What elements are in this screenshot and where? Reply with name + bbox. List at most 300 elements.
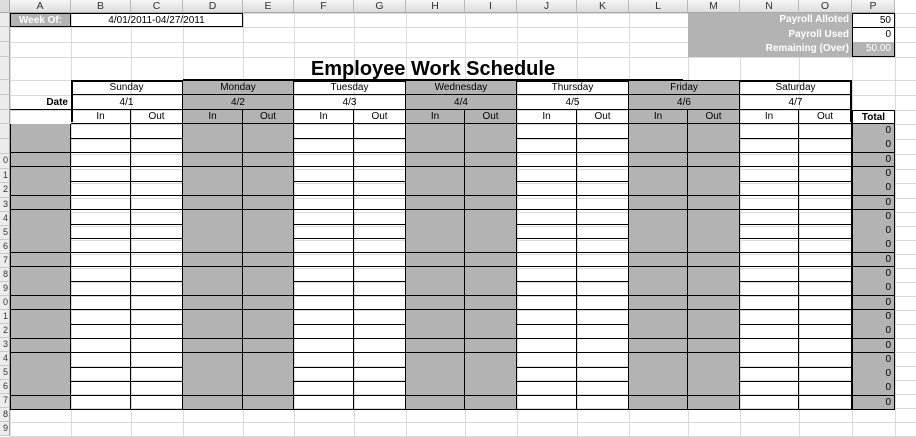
row-header[interactable]: 8 bbox=[0, 268, 10, 282]
time-out-cell[interactable] bbox=[577, 210, 629, 225]
column-header-g[interactable]: G bbox=[354, 0, 406, 13]
row-header[interactable]: 2 bbox=[0, 183, 10, 198]
time-out-cell[interactable] bbox=[131, 296, 183, 311]
time-out-cell[interactable] bbox=[131, 324, 183, 339]
time-in-cell[interactable] bbox=[294, 210, 354, 225]
payroll-value[interactable]: 50.00 bbox=[852, 42, 895, 57]
time-in-cell[interactable] bbox=[183, 396, 243, 411]
time-out-cell[interactable] bbox=[577, 281, 629, 296]
time-out-cell[interactable] bbox=[131, 124, 183, 139]
time-out-cell[interactable] bbox=[465, 224, 517, 239]
time-out-cell[interactable] bbox=[688, 310, 740, 325]
time-in-cell[interactable] bbox=[517, 167, 577, 182]
time-in-cell[interactable] bbox=[629, 224, 688, 239]
time-out-cell[interactable] bbox=[799, 238, 852, 253]
select-all-corner[interactable] bbox=[0, 0, 10, 13]
time-out-cell[interactable] bbox=[354, 267, 406, 282]
time-in-cell[interactable] bbox=[71, 153, 131, 168]
time-out-cell[interactable] bbox=[354, 281, 406, 296]
time-in-cell[interactable] bbox=[629, 339, 688, 354]
time-out-cell[interactable] bbox=[799, 138, 852, 153]
time-in-cell[interactable] bbox=[406, 124, 465, 139]
employee-name-cell[interactable] bbox=[10, 267, 71, 282]
row-header[interactable]: 5 bbox=[0, 226, 10, 240]
time-out-cell[interactable] bbox=[131, 196, 183, 211]
time-out-cell[interactable] bbox=[465, 296, 517, 311]
time-out-cell[interactable] bbox=[243, 339, 294, 354]
column-header-a[interactable]: A bbox=[10, 0, 71, 13]
time-out-cell[interactable] bbox=[465, 339, 517, 354]
time-out-cell[interactable] bbox=[799, 124, 852, 139]
time-in-cell[interactable] bbox=[183, 253, 243, 268]
time-in-cell[interactable] bbox=[629, 167, 688, 182]
time-in-cell[interactable] bbox=[406, 224, 465, 239]
time-in-cell[interactable] bbox=[740, 310, 799, 325]
row-header[interactable] bbox=[0, 57, 10, 80]
time-out-cell[interactable] bbox=[577, 253, 629, 268]
time-in-cell[interactable] bbox=[406, 339, 465, 354]
time-in-cell[interactable] bbox=[294, 238, 354, 253]
time-out-cell[interactable] bbox=[131, 253, 183, 268]
time-in-cell[interactable] bbox=[629, 267, 688, 282]
time-in-cell[interactable] bbox=[629, 253, 688, 268]
time-out-cell[interactable] bbox=[131, 381, 183, 396]
time-in-cell[interactable] bbox=[183, 281, 243, 296]
time-in-cell[interactable] bbox=[294, 381, 354, 396]
payroll-value[interactable]: 0 bbox=[852, 28, 895, 43]
time-in-cell[interactable] bbox=[71, 381, 131, 396]
time-out-cell[interactable] bbox=[465, 253, 517, 268]
time-in-cell[interactable] bbox=[740, 281, 799, 296]
time-out-cell[interactable] bbox=[243, 181, 294, 196]
time-in-cell[interactable] bbox=[406, 367, 465, 382]
employee-name-cell[interactable] bbox=[10, 367, 71, 382]
time-in-cell[interactable] bbox=[406, 167, 465, 182]
time-in-cell[interactable] bbox=[294, 281, 354, 296]
time-in-cell[interactable] bbox=[740, 253, 799, 268]
time-in-cell[interactable] bbox=[71, 367, 131, 382]
time-out-cell[interactable] bbox=[131, 181, 183, 196]
time-in-cell[interactable] bbox=[406, 181, 465, 196]
time-out-cell[interactable] bbox=[688, 353, 740, 368]
time-out-cell[interactable] bbox=[354, 196, 406, 211]
payroll-value[interactable]: 50 bbox=[852, 13, 895, 28]
time-in-cell[interactable] bbox=[517, 339, 577, 354]
time-in-cell[interactable] bbox=[740, 167, 799, 182]
time-out-cell[interactable] bbox=[799, 296, 852, 311]
time-out-cell[interactable] bbox=[799, 253, 852, 268]
time-in-cell[interactable] bbox=[740, 367, 799, 382]
time-in-cell[interactable] bbox=[740, 267, 799, 282]
time-in-cell[interactable] bbox=[406, 353, 465, 368]
time-out-cell[interactable] bbox=[688, 381, 740, 396]
employee-name-cell[interactable] bbox=[10, 238, 71, 253]
time-out-cell[interactable] bbox=[354, 367, 406, 382]
column-header-e[interactable]: E bbox=[243, 0, 294, 13]
time-out-cell[interactable] bbox=[465, 310, 517, 325]
time-in-cell[interactable] bbox=[71, 310, 131, 325]
time-out-cell[interactable] bbox=[688, 181, 740, 196]
time-out-cell[interactable] bbox=[799, 196, 852, 211]
time-out-cell[interactable] bbox=[243, 238, 294, 253]
time-out-cell[interactable] bbox=[465, 238, 517, 253]
time-out-cell[interactable] bbox=[688, 167, 740, 182]
time-out-cell[interactable] bbox=[354, 353, 406, 368]
time-in-cell[interactable] bbox=[740, 296, 799, 311]
time-out-cell[interactable] bbox=[799, 324, 852, 339]
time-out-cell[interactable] bbox=[465, 267, 517, 282]
day-date[interactable]: 4/6 bbox=[629, 95, 740, 110]
row-header[interactable]: 3 bbox=[0, 198, 10, 212]
time-out-cell[interactable] bbox=[131, 281, 183, 296]
employee-name-cell[interactable] bbox=[10, 138, 71, 153]
column-header-o[interactable]: O bbox=[799, 0, 852, 13]
day-date[interactable]: 4/4 bbox=[406, 95, 517, 110]
time-out-cell[interactable] bbox=[243, 167, 294, 182]
time-in-cell[interactable] bbox=[183, 324, 243, 339]
time-in-cell[interactable] bbox=[294, 224, 354, 239]
time-out-cell[interactable] bbox=[799, 153, 852, 168]
time-in-cell[interactable] bbox=[71, 181, 131, 196]
time-in-cell[interactable] bbox=[517, 238, 577, 253]
time-out-cell[interactable] bbox=[577, 381, 629, 396]
time-in-cell[interactable] bbox=[406, 324, 465, 339]
employee-name-cell[interactable] bbox=[10, 281, 71, 296]
time-in-cell[interactable] bbox=[183, 124, 243, 139]
time-out-cell[interactable] bbox=[243, 310, 294, 325]
row-header[interactable]: 7 bbox=[0, 254, 10, 268]
time-in-cell[interactable] bbox=[740, 196, 799, 211]
time-in-cell[interactable] bbox=[183, 138, 243, 153]
row-header[interactable]: 0 bbox=[0, 296, 10, 310]
time-out-cell[interactable] bbox=[243, 324, 294, 339]
time-in-cell[interactable] bbox=[517, 196, 577, 211]
row-header[interactable] bbox=[0, 42, 10, 57]
time-in-cell[interactable] bbox=[517, 310, 577, 325]
time-out-cell[interactable] bbox=[688, 153, 740, 168]
column-header-l[interactable]: L bbox=[629, 0, 688, 13]
time-in-cell[interactable] bbox=[183, 381, 243, 396]
row-header[interactable]: 7 bbox=[0, 394, 10, 408]
time-out-cell[interactable] bbox=[465, 138, 517, 153]
time-in-cell[interactable] bbox=[183, 196, 243, 211]
time-in-cell[interactable] bbox=[294, 324, 354, 339]
time-in-cell[interactable] bbox=[294, 167, 354, 182]
column-header-i[interactable]: I bbox=[465, 0, 517, 13]
time-in-cell[interactable] bbox=[71, 253, 131, 268]
time-in-cell[interactable] bbox=[517, 253, 577, 268]
time-out-cell[interactable] bbox=[688, 281, 740, 296]
time-out-cell[interactable] bbox=[688, 267, 740, 282]
time-out-cell[interactable] bbox=[465, 167, 517, 182]
time-in-cell[interactable] bbox=[71, 267, 131, 282]
time-in-cell[interactable] bbox=[517, 224, 577, 239]
time-out-cell[interactable] bbox=[354, 324, 406, 339]
time-out-cell[interactable] bbox=[577, 224, 629, 239]
time-in-cell[interactable] bbox=[629, 353, 688, 368]
time-out-cell[interactable] bbox=[354, 181, 406, 196]
time-out-cell[interactable] bbox=[688, 124, 740, 139]
time-in-cell[interactable] bbox=[406, 281, 465, 296]
time-out-cell[interactable] bbox=[131, 367, 183, 382]
time-out-cell[interactable] bbox=[577, 339, 629, 354]
time-out-cell[interactable] bbox=[243, 124, 294, 139]
employee-name-cell[interactable] bbox=[10, 353, 71, 368]
time-in-cell[interactable] bbox=[294, 253, 354, 268]
time-in-cell[interactable] bbox=[740, 138, 799, 153]
time-out-cell[interactable] bbox=[688, 210, 740, 225]
time-out-cell[interactable] bbox=[799, 310, 852, 325]
time-out-cell[interactable] bbox=[799, 339, 852, 354]
time-in-cell[interactable] bbox=[183, 310, 243, 325]
time-out-cell[interactable] bbox=[577, 153, 629, 168]
time-in-cell[interactable] bbox=[71, 167, 131, 182]
row-header[interactable]: 6 bbox=[0, 240, 10, 254]
row-header[interactable] bbox=[0, 110, 10, 124]
time-in-cell[interactable] bbox=[294, 296, 354, 311]
time-out-cell[interactable] bbox=[577, 324, 629, 339]
day-date[interactable]: 4/5 bbox=[517, 95, 629, 110]
time-out-cell[interactable] bbox=[243, 210, 294, 225]
time-out-cell[interactable] bbox=[799, 167, 852, 182]
time-in-cell[interactable] bbox=[740, 224, 799, 239]
time-in-cell[interactable] bbox=[517, 367, 577, 382]
time-out-cell[interactable] bbox=[243, 396, 294, 411]
time-out-cell[interactable] bbox=[799, 281, 852, 296]
time-out-cell[interactable] bbox=[465, 367, 517, 382]
row-header[interactable] bbox=[0, 13, 10, 27]
time-in-cell[interactable] bbox=[517, 138, 577, 153]
row-header[interactable]: 1 bbox=[0, 169, 10, 183]
day-date[interactable]: 4/1 bbox=[71, 95, 183, 110]
time-in-cell[interactable] bbox=[294, 153, 354, 168]
time-out-cell[interactable] bbox=[243, 196, 294, 211]
time-in-cell[interactable] bbox=[183, 210, 243, 225]
time-out-cell[interactable] bbox=[131, 339, 183, 354]
row-header[interactable]: 9 bbox=[0, 282, 10, 296]
column-header-b[interactable]: B bbox=[71, 0, 131, 13]
time-in-cell[interactable] bbox=[629, 367, 688, 382]
time-out-cell[interactable] bbox=[354, 238, 406, 253]
time-in-cell[interactable] bbox=[71, 281, 131, 296]
time-out-cell[interactable] bbox=[465, 324, 517, 339]
time-in-cell[interactable] bbox=[740, 210, 799, 225]
time-out-cell[interactable] bbox=[577, 396, 629, 411]
time-in-cell[interactable] bbox=[294, 310, 354, 325]
time-out-cell[interactable] bbox=[243, 153, 294, 168]
time-out-cell[interactable] bbox=[465, 196, 517, 211]
time-out-cell[interactable] bbox=[354, 253, 406, 268]
time-in-cell[interactable] bbox=[71, 396, 131, 411]
time-out-cell[interactable] bbox=[799, 353, 852, 368]
time-in-cell[interactable] bbox=[183, 267, 243, 282]
row-header[interactable]: 5 bbox=[0, 366, 10, 380]
time-in-cell[interactable] bbox=[517, 210, 577, 225]
time-in-cell[interactable] bbox=[629, 281, 688, 296]
time-in-cell[interactable] bbox=[740, 324, 799, 339]
time-out-cell[interactable] bbox=[243, 381, 294, 396]
time-out-cell[interactable] bbox=[799, 267, 852, 282]
time-out-cell[interactable] bbox=[243, 253, 294, 268]
time-out-cell[interactable] bbox=[577, 296, 629, 311]
day-date[interactable]: 4/3 bbox=[294, 95, 406, 110]
time-in-cell[interactable] bbox=[294, 181, 354, 196]
row-header[interactable]: 2 bbox=[0, 324, 10, 338]
time-out-cell[interactable] bbox=[577, 353, 629, 368]
time-in-cell[interactable] bbox=[629, 181, 688, 196]
time-in-cell[interactable] bbox=[406, 196, 465, 211]
column-header-j[interactable]: J bbox=[517, 0, 577, 13]
employee-name-cell[interactable] bbox=[10, 196, 71, 211]
time-out-cell[interactable] bbox=[577, 367, 629, 382]
time-in-cell[interactable] bbox=[629, 124, 688, 139]
time-out-cell[interactable] bbox=[131, 353, 183, 368]
time-in-cell[interactable] bbox=[183, 339, 243, 354]
time-in-cell[interactable] bbox=[740, 381, 799, 396]
row-header[interactable]: 4 bbox=[0, 352, 10, 366]
time-in-cell[interactable] bbox=[294, 339, 354, 354]
time-in-cell[interactable] bbox=[517, 153, 577, 168]
time-out-cell[interactable] bbox=[131, 267, 183, 282]
time-in-cell[interactable] bbox=[294, 353, 354, 368]
employee-name-cell[interactable] bbox=[10, 396, 71, 411]
time-in-cell[interactable] bbox=[183, 353, 243, 368]
row-header[interactable]: 1 bbox=[0, 310, 10, 324]
time-in-cell[interactable] bbox=[406, 267, 465, 282]
time-in-cell[interactable] bbox=[406, 296, 465, 311]
time-in-cell[interactable] bbox=[183, 367, 243, 382]
column-header-f[interactable]: F bbox=[294, 0, 354, 13]
time-in-cell[interactable] bbox=[294, 124, 354, 139]
time-out-cell[interactable] bbox=[799, 367, 852, 382]
time-out-cell[interactable] bbox=[799, 210, 852, 225]
column-header-c[interactable]: C bbox=[131, 0, 183, 13]
time-in-cell[interactable] bbox=[406, 153, 465, 168]
time-out-cell[interactable] bbox=[131, 167, 183, 182]
time-out-cell[interactable] bbox=[131, 238, 183, 253]
time-in-cell[interactable] bbox=[294, 367, 354, 382]
employee-name-cell[interactable] bbox=[10, 324, 71, 339]
time-in-cell[interactable] bbox=[517, 267, 577, 282]
time-out-cell[interactable] bbox=[688, 238, 740, 253]
time-in-cell[interactable] bbox=[183, 224, 243, 239]
time-in-cell[interactable] bbox=[294, 396, 354, 411]
time-out-cell[interactable] bbox=[688, 138, 740, 153]
time-in-cell[interactable] bbox=[406, 138, 465, 153]
time-out-cell[interactable] bbox=[354, 381, 406, 396]
employee-name-cell[interactable] bbox=[10, 153, 71, 168]
time-in-cell[interactable] bbox=[740, 181, 799, 196]
time-out-cell[interactable] bbox=[354, 339, 406, 354]
time-in-cell[interactable] bbox=[406, 238, 465, 253]
time-out-cell[interactable] bbox=[465, 381, 517, 396]
column-header-p[interactable]: P bbox=[852, 0, 895, 13]
time-out-cell[interactable] bbox=[799, 396, 852, 411]
time-in-cell[interactable] bbox=[517, 296, 577, 311]
time-out-cell[interactable] bbox=[465, 181, 517, 196]
day-date[interactable]: 4/2 bbox=[183, 95, 294, 110]
time-in-cell[interactable] bbox=[406, 396, 465, 411]
time-in-cell[interactable] bbox=[517, 353, 577, 368]
time-out-cell[interactable] bbox=[131, 310, 183, 325]
time-out-cell[interactable] bbox=[577, 310, 629, 325]
time-out-cell[interactable] bbox=[688, 296, 740, 311]
time-out-cell[interactable] bbox=[131, 396, 183, 411]
row-header[interactable] bbox=[0, 80, 10, 95]
time-in-cell[interactable] bbox=[629, 138, 688, 153]
employee-name-cell[interactable] bbox=[10, 167, 71, 182]
row-header[interactable] bbox=[0, 95, 10, 110]
time-out-cell[interactable] bbox=[354, 296, 406, 311]
time-in-cell[interactable] bbox=[629, 324, 688, 339]
time-in-cell[interactable] bbox=[629, 196, 688, 211]
time-out-cell[interactable] bbox=[243, 267, 294, 282]
time-in-cell[interactable] bbox=[517, 281, 577, 296]
row-header[interactable]: 6 bbox=[0, 380, 10, 394]
time-out-cell[interactable] bbox=[688, 224, 740, 239]
time-out-cell[interactable] bbox=[465, 281, 517, 296]
time-in-cell[interactable] bbox=[71, 296, 131, 311]
time-in-cell[interactable] bbox=[183, 167, 243, 182]
time-in-cell[interactable] bbox=[71, 324, 131, 339]
time-in-cell[interactable] bbox=[71, 138, 131, 153]
time-out-cell[interactable] bbox=[354, 138, 406, 153]
day-date[interactable]: 4/7 bbox=[740, 95, 852, 110]
time-out-cell[interactable] bbox=[243, 296, 294, 311]
column-header-d[interactable]: D bbox=[183, 0, 243, 13]
time-in-cell[interactable] bbox=[629, 396, 688, 411]
time-in-cell[interactable] bbox=[183, 296, 243, 311]
time-out-cell[interactable] bbox=[688, 324, 740, 339]
time-in-cell[interactable] bbox=[629, 238, 688, 253]
time-out-cell[interactable] bbox=[243, 367, 294, 382]
time-out-cell[interactable] bbox=[354, 124, 406, 139]
row-header[interactable]: 3 bbox=[0, 338, 10, 352]
time-in-cell[interactable] bbox=[183, 238, 243, 253]
time-out-cell[interactable] bbox=[465, 124, 517, 139]
row-header[interactable] bbox=[0, 124, 10, 139]
employee-name-cell[interactable] bbox=[10, 124, 71, 139]
column-header-m[interactable]: M bbox=[688, 0, 740, 13]
time-out-cell[interactable] bbox=[465, 210, 517, 225]
employee-name-cell[interactable] bbox=[10, 310, 71, 325]
time-in-cell[interactable] bbox=[517, 181, 577, 196]
time-out-cell[interactable] bbox=[131, 224, 183, 239]
time-out-cell[interactable] bbox=[799, 181, 852, 196]
row-header[interactable]: 9 bbox=[0, 422, 10, 436]
time-in-cell[interactable] bbox=[629, 296, 688, 311]
column-header-h[interactable]: H bbox=[406, 0, 465, 13]
employee-name-cell[interactable] bbox=[10, 296, 71, 311]
row-header[interactable] bbox=[0, 139, 10, 154]
time-out-cell[interactable] bbox=[688, 396, 740, 411]
time-out-cell[interactable] bbox=[465, 396, 517, 411]
time-in-cell[interactable] bbox=[183, 181, 243, 196]
row-header[interactable]: 0 bbox=[0, 154, 10, 169]
row-header[interactable]: 8 bbox=[0, 408, 10, 422]
time-in-cell[interactable] bbox=[629, 210, 688, 225]
row-header[interactable] bbox=[0, 27, 10, 42]
time-out-cell[interactable] bbox=[799, 381, 852, 396]
time-out-cell[interactable] bbox=[688, 367, 740, 382]
employee-name-cell[interactable] bbox=[10, 339, 71, 354]
time-in-cell[interactable] bbox=[183, 153, 243, 168]
time-in-cell[interactable] bbox=[294, 267, 354, 282]
time-in-cell[interactable] bbox=[740, 124, 799, 139]
time-out-cell[interactable] bbox=[577, 138, 629, 153]
employee-name-cell[interactable] bbox=[10, 210, 71, 225]
time-out-cell[interactable] bbox=[131, 210, 183, 225]
